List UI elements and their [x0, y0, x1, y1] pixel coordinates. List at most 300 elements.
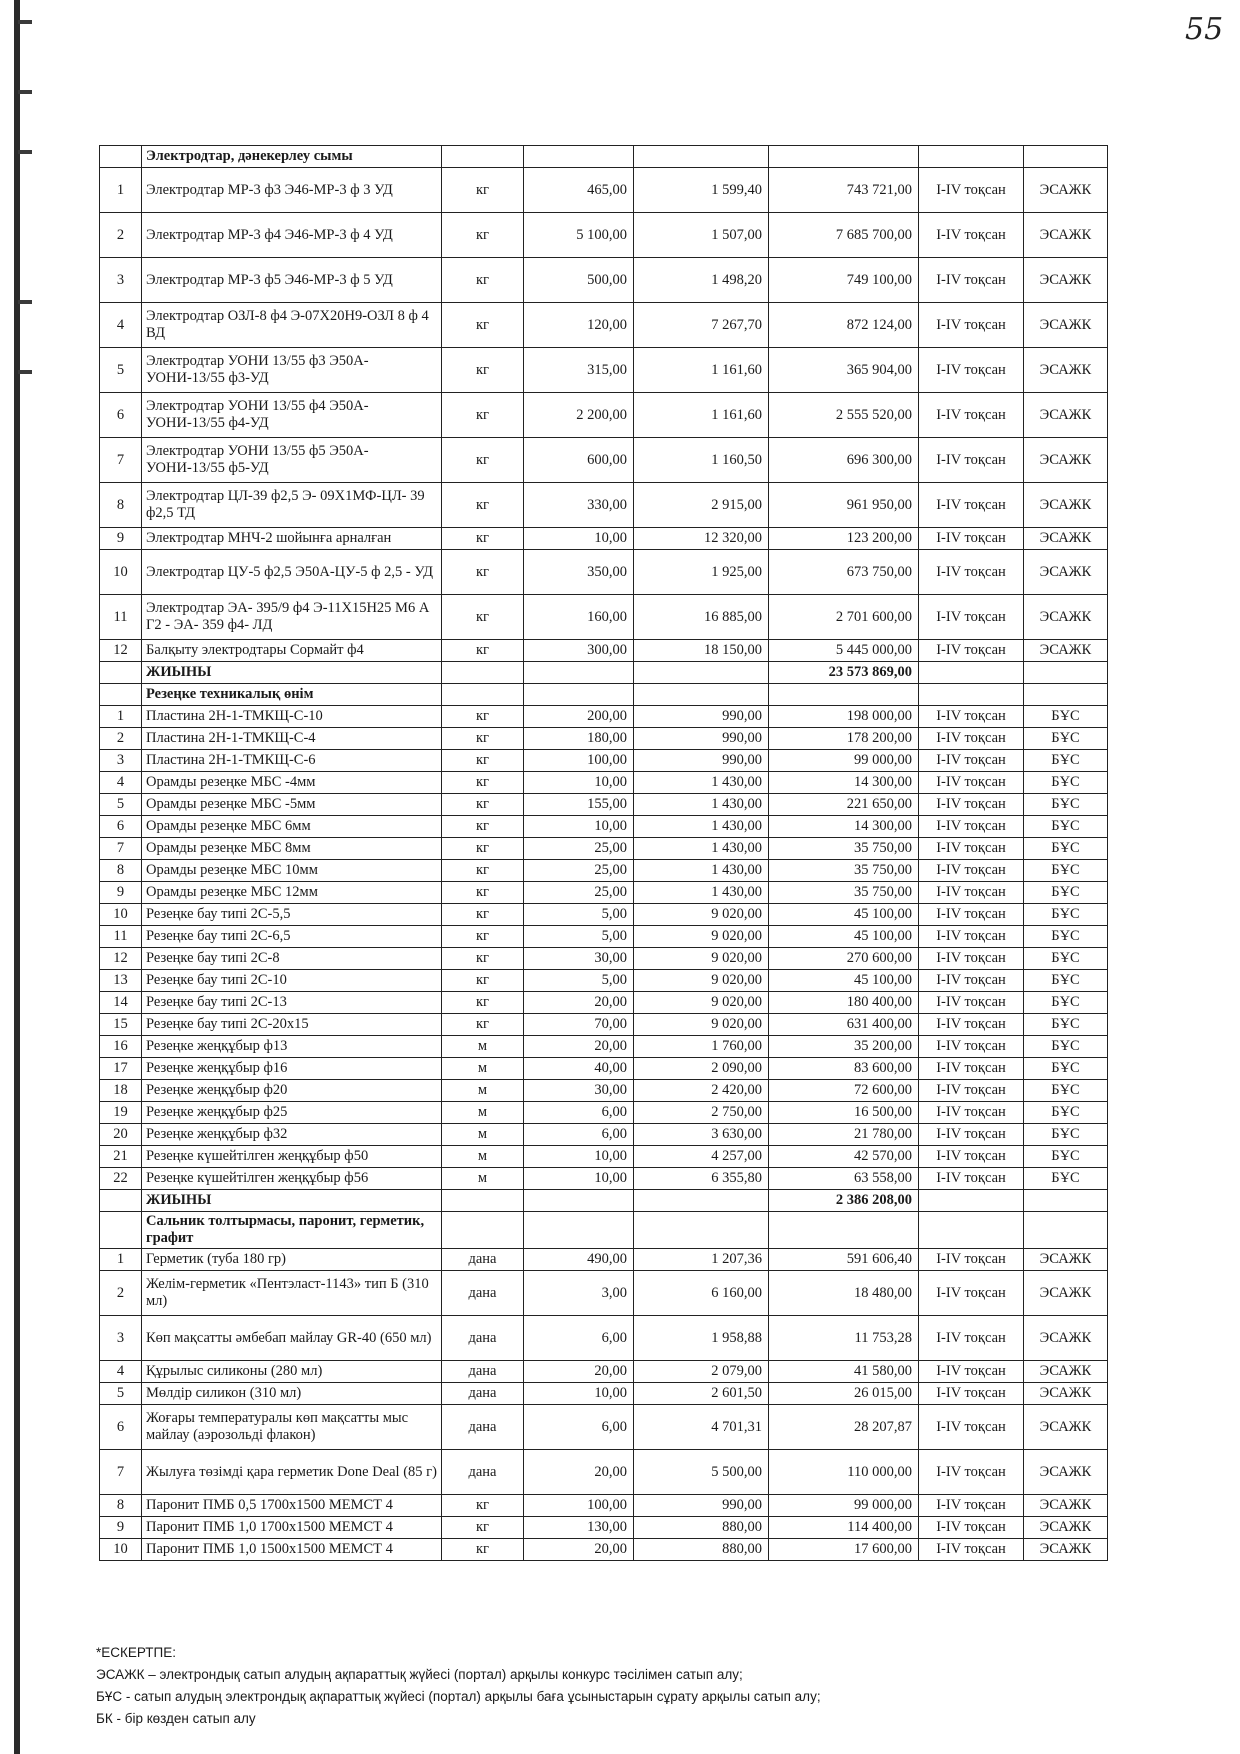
- cell-method: БҰС: [1024, 904, 1108, 926]
- table-row: [100, 168, 1108, 213]
- cell-period: I-IV тоқсан: [919, 1102, 1024, 1124]
- section-header-cell: [919, 1212, 1024, 1249]
- section-header-cell: [442, 684, 524, 706]
- cell-n: 22: [100, 1168, 142, 1190]
- cell-name: Электродтар УОНИ 13/55 ф5 Э50А-УОНИ-13/55 ф5-УД: [142, 438, 442, 483]
- cell-n: 10: [100, 1539, 142, 1561]
- cell-period: I-IV тоқсан: [919, 992, 1024, 1014]
- cell-qty: 6,00: [524, 1405, 634, 1450]
- cell-unit: кг: [442, 794, 524, 816]
- cell-method: БҰС: [1024, 728, 1108, 750]
- section-header-cell: [1024, 1212, 1108, 1249]
- cell-price: 9 020,00: [634, 948, 769, 970]
- cell-method: ЭСАЖК: [1024, 393, 1108, 438]
- cell-unit: кг: [442, 838, 524, 860]
- cell-method: ЭСАЖК: [1024, 1405, 1108, 1450]
- cell-n: 9: [100, 528, 142, 550]
- cell-period: I-IV тоқсан: [919, 904, 1024, 926]
- cell-n: 12: [100, 640, 142, 662]
- cell-sum: 591 606,40: [769, 1249, 919, 1271]
- cell-period: I-IV тоқсан: [919, 303, 1024, 348]
- cell-n: 5: [100, 794, 142, 816]
- table-body: [100, 146, 1108, 1561]
- cell-sum: 99 000,00: [769, 750, 919, 772]
- cell-sum: 35 750,00: [769, 882, 919, 904]
- cell-unit: кг: [442, 728, 524, 750]
- section-header-cell: [442, 146, 524, 168]
- cell-period: I-IV тоқсан: [919, 1450, 1024, 1495]
- cell-period: I-IV тоқсан: [919, 1080, 1024, 1102]
- cell-price: 9 020,00: [634, 992, 769, 1014]
- cell-name: Желім-герметик «Пентэласт-1143» тип Б (310 мл): [142, 1271, 442, 1316]
- cell-name: Құрылыс силиконы (280 мл): [142, 1361, 442, 1383]
- table-row: [100, 948, 1108, 970]
- cell-period: I-IV тоқсан: [919, 1361, 1024, 1383]
- total-label: ЖИЫНЫ: [142, 1190, 442, 1212]
- cell-price: 1 599,40: [634, 168, 769, 213]
- cell-n: 4: [100, 303, 142, 348]
- cell-n: 6: [100, 816, 142, 838]
- table-row: [100, 1124, 1108, 1146]
- cell-period: I-IV тоқсан: [919, 213, 1024, 258]
- section-header-cell: [1024, 684, 1108, 706]
- cell-name: Резеңке жеңқұбыр ф13: [142, 1036, 442, 1058]
- cell-name: Балқыту электродтары Сормайт ф4: [142, 640, 442, 662]
- cell-n: 5: [100, 348, 142, 393]
- cell-method: ЭСАЖК: [1024, 258, 1108, 303]
- cell-qty: 10,00: [524, 1383, 634, 1405]
- cell-price: 1 160,50: [634, 438, 769, 483]
- cell-sum: 123 200,00: [769, 528, 919, 550]
- cell-name: Герметик (туба 180 гр): [142, 1249, 442, 1271]
- cell-unit: м: [442, 1058, 524, 1080]
- cell-qty: 5 100,00: [524, 213, 634, 258]
- cell-sum: 21 780,00: [769, 1124, 919, 1146]
- cell-method: БҰС: [1024, 948, 1108, 970]
- cell-sum: 42 570,00: [769, 1146, 919, 1168]
- cell-name: Резеңке күшейтілген жеңқұбыр ф50: [142, 1146, 442, 1168]
- cell-unit: кг: [442, 393, 524, 438]
- cell-price: 18 150,00: [634, 640, 769, 662]
- cell-method: ЭСАЖК: [1024, 1383, 1108, 1405]
- cell-method: ЭСАЖК: [1024, 640, 1108, 662]
- table-row: [100, 794, 1108, 816]
- cell-sum: 45 100,00: [769, 970, 919, 992]
- cell-price: 9 020,00: [634, 970, 769, 992]
- cell-qty: 5,00: [524, 926, 634, 948]
- cell-method: ЭСАЖК: [1024, 1249, 1108, 1271]
- footnote-line-esazhk: ЭСАЖК – электрондық сатып алудың ақпараттық жүйесі (портал) арқылы конкурс тәсілімен сатып алу;: [96, 1667, 743, 1682]
- cell-period: I-IV тоқсан: [919, 926, 1024, 948]
- table-row: [100, 706, 1108, 728]
- cell-name: Орамды резеңке МБС -4мм: [142, 772, 442, 794]
- cell-method: БҰС: [1024, 706, 1108, 728]
- cell-price: 990,00: [634, 1495, 769, 1517]
- section-header-cell: [524, 1212, 634, 1249]
- section-title: Электродтар, дәнекерлеу сымы: [142, 146, 442, 168]
- cell-price: 1 430,00: [634, 816, 769, 838]
- cell-price: 1 925,00: [634, 550, 769, 595]
- cell-sum: 28 207,87: [769, 1405, 919, 1450]
- cell-n: 3: [100, 1316, 142, 1361]
- cell-n: 10: [100, 550, 142, 595]
- cell-unit: кг: [442, 706, 524, 728]
- cell-n: 8: [100, 1495, 142, 1517]
- cell-price: 9 020,00: [634, 1014, 769, 1036]
- cell-n: 17: [100, 1058, 142, 1080]
- table-row: [100, 1539, 1108, 1561]
- table-row: [100, 904, 1108, 926]
- cell-unit: м: [442, 1124, 524, 1146]
- cell-name: Резеңке жеңқұбыр ф20: [142, 1080, 442, 1102]
- total-cell: [100, 662, 142, 684]
- cell-sum: 631 400,00: [769, 1014, 919, 1036]
- cell-period: I-IV тоқсан: [919, 948, 1024, 970]
- cell-period: I-IV тоқсан: [919, 1495, 1024, 1517]
- table-row: [100, 816, 1108, 838]
- cell-unit: дана: [442, 1405, 524, 1450]
- cell-price: 4 257,00: [634, 1146, 769, 1168]
- cell-n: 10: [100, 904, 142, 926]
- cell-price: 1 207,36: [634, 1249, 769, 1271]
- section-header-cell: [524, 146, 634, 168]
- cell-qty: 30,00: [524, 948, 634, 970]
- cell-unit: кг: [442, 258, 524, 303]
- cell-price: 1 430,00: [634, 860, 769, 882]
- cell-sum: 45 100,00: [769, 904, 919, 926]
- cell-sum: 26 015,00: [769, 1383, 919, 1405]
- cell-method: ЭСАЖК: [1024, 1271, 1108, 1316]
- cell-n: 9: [100, 1517, 142, 1539]
- cell-sum: 178 200,00: [769, 728, 919, 750]
- cell-n: 16: [100, 1036, 142, 1058]
- cell-name: Жоғары температуралы көп мақсатты мыс майлау (аэрозольді флакон): [142, 1405, 442, 1450]
- cell-name: Резеңке бау типі 2С-13: [142, 992, 442, 1014]
- cell-qty: 6,00: [524, 1102, 634, 1124]
- cell-unit: кг: [442, 595, 524, 640]
- cell-sum: 110 000,00: [769, 1450, 919, 1495]
- section-header-cell: [634, 146, 769, 168]
- table-row: [100, 1168, 1108, 1190]
- cell-method: ЭСАЖК: [1024, 213, 1108, 258]
- section-header-cell: [769, 1212, 919, 1249]
- cell-name: Электродтар УОНИ 13/55 ф4 Э50А-УОНИ-13/55 ф4-УД: [142, 393, 442, 438]
- cell-price: 1 498,20: [634, 258, 769, 303]
- cell-qty: 30,00: [524, 1080, 634, 1102]
- cell-price: 1 430,00: [634, 772, 769, 794]
- scan-edge-bar: [14, 0, 20, 1754]
- cell-sum: 17 600,00: [769, 1539, 919, 1561]
- cell-unit: кг: [442, 882, 524, 904]
- cell-qty: 20,00: [524, 992, 634, 1014]
- table-row: [100, 213, 1108, 258]
- total-cell: [634, 662, 769, 684]
- cell-period: I-IV тоқсан: [919, 750, 1024, 772]
- cell-method: ЭСАЖК: [1024, 438, 1108, 483]
- cell-name: Паронит ПМБ 1,0 1500х1500 МЕМСТ 4: [142, 1539, 442, 1561]
- cell-qty: 10,00: [524, 772, 634, 794]
- table-row: [100, 838, 1108, 860]
- cell-name: Паронит ПМБ 1,0 1700х1500 МЕМСТ 4: [142, 1517, 442, 1539]
- cell-name: Электродтар МНЧ-2 шойынға арналған: [142, 528, 442, 550]
- cell-sum: 221 650,00: [769, 794, 919, 816]
- cell-period: I-IV тоқсан: [919, 640, 1024, 662]
- cell-period: I-IV тоқсан: [919, 1168, 1024, 1190]
- table-row: [100, 970, 1108, 992]
- cell-qty: 180,00: [524, 728, 634, 750]
- cell-name: Жылуға төзімді қара герметик Done Deal (85 г): [142, 1450, 442, 1495]
- cell-qty: 160,00: [524, 595, 634, 640]
- table-row: [100, 550, 1108, 595]
- cell-unit: кг: [442, 1014, 524, 1036]
- cell-period: I-IV тоқсан: [919, 1036, 1024, 1058]
- section-header-cell: [919, 684, 1024, 706]
- cell-period: I-IV тоқсан: [919, 438, 1024, 483]
- cell-n: 1: [100, 1249, 142, 1271]
- cell-unit: м: [442, 1080, 524, 1102]
- cell-name: Электродтар МР-3 ф5 Э46-МР-3 ф 5 УД: [142, 258, 442, 303]
- table-row: [100, 750, 1108, 772]
- cell-n: 11: [100, 595, 142, 640]
- cell-sum: 673 750,00: [769, 550, 919, 595]
- cell-unit: дана: [442, 1271, 524, 1316]
- cell-period: I-IV тоқсан: [919, 1146, 1024, 1168]
- cell-qty: 465,00: [524, 168, 634, 213]
- table-row: [100, 1383, 1108, 1405]
- cell-method: БҰС: [1024, 838, 1108, 860]
- cell-period: I-IV тоқсан: [919, 550, 1024, 595]
- cell-n: 13: [100, 970, 142, 992]
- table-row: [100, 1450, 1108, 1495]
- total-row: [100, 662, 1108, 684]
- table-row: [100, 528, 1108, 550]
- cell-period: I-IV тоқсан: [919, 1517, 1024, 1539]
- cell-price: 1 161,60: [634, 393, 769, 438]
- cell-name: Резеңке жеңқұбыр ф16: [142, 1058, 442, 1080]
- cell-unit: кг: [442, 1517, 524, 1539]
- cell-period: I-IV тоқсан: [919, 393, 1024, 438]
- cell-period: I-IV тоқсан: [919, 794, 1024, 816]
- footnote-line-bk: БК - бір көзден сатып алу: [96, 1711, 256, 1726]
- cell-method: БҰС: [1024, 992, 1108, 1014]
- section-header-cell: [919, 146, 1024, 168]
- cell-sum: 45 100,00: [769, 926, 919, 948]
- cell-method: БҰС: [1024, 926, 1108, 948]
- cell-period: I-IV тоқсан: [919, 1383, 1024, 1405]
- cell-qty: 20,00: [524, 1539, 634, 1561]
- cell-price: 1 760,00: [634, 1036, 769, 1058]
- cell-qty: 25,00: [524, 838, 634, 860]
- cell-n: 1: [100, 706, 142, 728]
- table-row: [100, 1036, 1108, 1058]
- cell-price: 9 020,00: [634, 904, 769, 926]
- cell-period: I-IV тоқсан: [919, 860, 1024, 882]
- total-cell: [919, 1190, 1024, 1212]
- cell-unit: кг: [442, 926, 524, 948]
- cell-unit: дана: [442, 1361, 524, 1383]
- cell-method: ЭСАЖК: [1024, 550, 1108, 595]
- cell-n: 2: [100, 1271, 142, 1316]
- cell-price: 1 430,00: [634, 882, 769, 904]
- cell-method: ЭСАЖК: [1024, 1539, 1108, 1561]
- cell-n: 7: [100, 838, 142, 860]
- cell-unit: кг: [442, 303, 524, 348]
- cell-qty: 6,00: [524, 1124, 634, 1146]
- cell-sum: 961 950,00: [769, 483, 919, 528]
- table-row: [100, 1014, 1108, 1036]
- cell-period: I-IV тоқсан: [919, 1014, 1024, 1036]
- cell-unit: кг: [442, 640, 524, 662]
- cell-name: Электродтар ЦЛ-39 ф2,5 Э- 09Х1МФ-ЦЛ- 39 ф2,5 ТД: [142, 483, 442, 528]
- cell-price: 880,00: [634, 1539, 769, 1561]
- section-header-cell: [634, 684, 769, 706]
- cell-n: 2: [100, 213, 142, 258]
- table-row: [100, 860, 1108, 882]
- cell-qty: 3,00: [524, 1271, 634, 1316]
- cell-method: БҰС: [1024, 1036, 1108, 1058]
- cell-qty: 10,00: [524, 1146, 634, 1168]
- table-row: [100, 882, 1108, 904]
- cell-name: Орамды резеңке МБС 8мм: [142, 838, 442, 860]
- cell-method: ЭСАЖК: [1024, 1361, 1108, 1383]
- cell-qty: 20,00: [524, 1450, 634, 1495]
- cell-qty: 350,00: [524, 550, 634, 595]
- cell-unit: кг: [442, 168, 524, 213]
- section-header-cell: [524, 684, 634, 706]
- table-row: [100, 1146, 1108, 1168]
- cell-sum: 11 753,28: [769, 1316, 919, 1361]
- total-cell: [634, 1190, 769, 1212]
- table-row: [100, 1316, 1108, 1361]
- cell-sum: 35 750,00: [769, 838, 919, 860]
- cell-price: 990,00: [634, 728, 769, 750]
- cell-name: Электродтар МР-3 ф3 Э46-МР-3 ф 3 УД: [142, 168, 442, 213]
- section-header-cell: [1024, 146, 1108, 168]
- cell-unit: кг: [442, 816, 524, 838]
- scan-edge-mark: [18, 20, 32, 24]
- cell-unit: кг: [442, 1495, 524, 1517]
- cell-period: I-IV тоқсан: [919, 772, 1024, 794]
- cell-method: ЭСАЖК: [1024, 528, 1108, 550]
- cell-price: 5 500,00: [634, 1450, 769, 1495]
- cell-n: 7: [100, 438, 142, 483]
- footnote-line-bus: БҰС - сатып алудың электрондық ақпараттық жүйесі (портал) арқылы баға ұсыныстарын сұрату арқылы сатып алу;: [96, 1689, 821, 1704]
- cell-sum: 365 904,00: [769, 348, 919, 393]
- cell-sum: 35 750,00: [769, 860, 919, 882]
- cell-n: 8: [100, 860, 142, 882]
- cell-period: I-IV тоқсан: [919, 838, 1024, 860]
- cell-price: 990,00: [634, 706, 769, 728]
- cell-method: ЭСАЖК: [1024, 1517, 1108, 1539]
- cell-n: 7: [100, 1450, 142, 1495]
- cell-n: 3: [100, 258, 142, 303]
- cell-period: I-IV тоқсан: [919, 1539, 1024, 1561]
- cell-sum: 41 580,00: [769, 1361, 919, 1383]
- cell-price: 880,00: [634, 1517, 769, 1539]
- cell-price: 1 430,00: [634, 838, 769, 860]
- cell-method: БҰС: [1024, 794, 1108, 816]
- cell-period: I-IV тоқсан: [919, 1249, 1024, 1271]
- cell-unit: кг: [442, 948, 524, 970]
- cell-price: 6 355,80: [634, 1168, 769, 1190]
- table-row: [100, 348, 1108, 393]
- cell-qty: 40,00: [524, 1058, 634, 1080]
- cell-n: 3: [100, 750, 142, 772]
- cell-method: БҰС: [1024, 882, 1108, 904]
- cell-sum: 35 200,00: [769, 1036, 919, 1058]
- section-header-cell: [442, 1212, 524, 1249]
- cell-period: I-IV тоқсан: [919, 258, 1024, 303]
- table-row: [100, 992, 1108, 1014]
- cell-period: I-IV тоқсан: [919, 970, 1024, 992]
- cell-method: ЭСАЖК: [1024, 483, 1108, 528]
- cell-n: 8: [100, 483, 142, 528]
- cell-sum: 63 558,00: [769, 1168, 919, 1190]
- cell-n: 5: [100, 1383, 142, 1405]
- cell-method: ЭСАЖК: [1024, 303, 1108, 348]
- cell-price: 2 090,00: [634, 1058, 769, 1080]
- cell-price: 2 915,00: [634, 483, 769, 528]
- total-cell: [1024, 1190, 1108, 1212]
- cell-sum: 14 300,00: [769, 772, 919, 794]
- cell-period: I-IV тоқсан: [919, 882, 1024, 904]
- cell-unit: м: [442, 1168, 524, 1190]
- cell-qty: 600,00: [524, 438, 634, 483]
- cell-price: 2 420,00: [634, 1080, 769, 1102]
- cell-period: I-IV тоқсан: [919, 728, 1024, 750]
- cell-method: БҰС: [1024, 970, 1108, 992]
- cell-n: 18: [100, 1080, 142, 1102]
- cell-n: 2: [100, 728, 142, 750]
- cell-sum: 872 124,00: [769, 303, 919, 348]
- cell-method: БҰС: [1024, 1102, 1108, 1124]
- cell-qty: 490,00: [524, 1249, 634, 1271]
- cell-name: Орамды резеңке МБС 6мм: [142, 816, 442, 838]
- cell-n: 14: [100, 992, 142, 1014]
- cell-unit: кг: [442, 483, 524, 528]
- cell-period: I-IV тоқсан: [919, 1316, 1024, 1361]
- total-cell: [1024, 662, 1108, 684]
- total-cell: [524, 1190, 634, 1212]
- cell-n: 21: [100, 1146, 142, 1168]
- cell-sum: 83 600,00: [769, 1058, 919, 1080]
- cell-n: 4: [100, 1361, 142, 1383]
- cell-qty: 25,00: [524, 860, 634, 882]
- cell-name: Резеңке бау типі 2С-20х15: [142, 1014, 442, 1036]
- cell-name: Резеңке бау типі 2С-6,5: [142, 926, 442, 948]
- cell-name: Резеңке жеңқұбыр ф25: [142, 1102, 442, 1124]
- table-row: [100, 1058, 1108, 1080]
- total-cell: [442, 1190, 524, 1212]
- total-cell: [100, 1190, 142, 1212]
- cell-price: 1 507,00: [634, 213, 769, 258]
- cell-price: 1 161,60: [634, 348, 769, 393]
- table-row: [100, 1080, 1108, 1102]
- section-header-row: [100, 146, 1108, 168]
- table-row: [100, 1405, 1108, 1450]
- table-row: [100, 926, 1108, 948]
- cell-sum: 198 000,00: [769, 706, 919, 728]
- cell-name: Электродтар ОЗЛ-8 ф4 Э-07Х20Н9-ОЗЛ 8 ф 4 ВД: [142, 303, 442, 348]
- cell-sum: 99 000,00: [769, 1495, 919, 1517]
- table-row: [100, 1517, 1108, 1539]
- cell-n: 6: [100, 1405, 142, 1450]
- cell-qty: 100,00: [524, 1495, 634, 1517]
- cell-unit: м: [442, 1102, 524, 1124]
- cell-price: 1 430,00: [634, 794, 769, 816]
- total-sum: 23 573 869,00: [769, 662, 919, 684]
- cell-unit: дана: [442, 1383, 524, 1405]
